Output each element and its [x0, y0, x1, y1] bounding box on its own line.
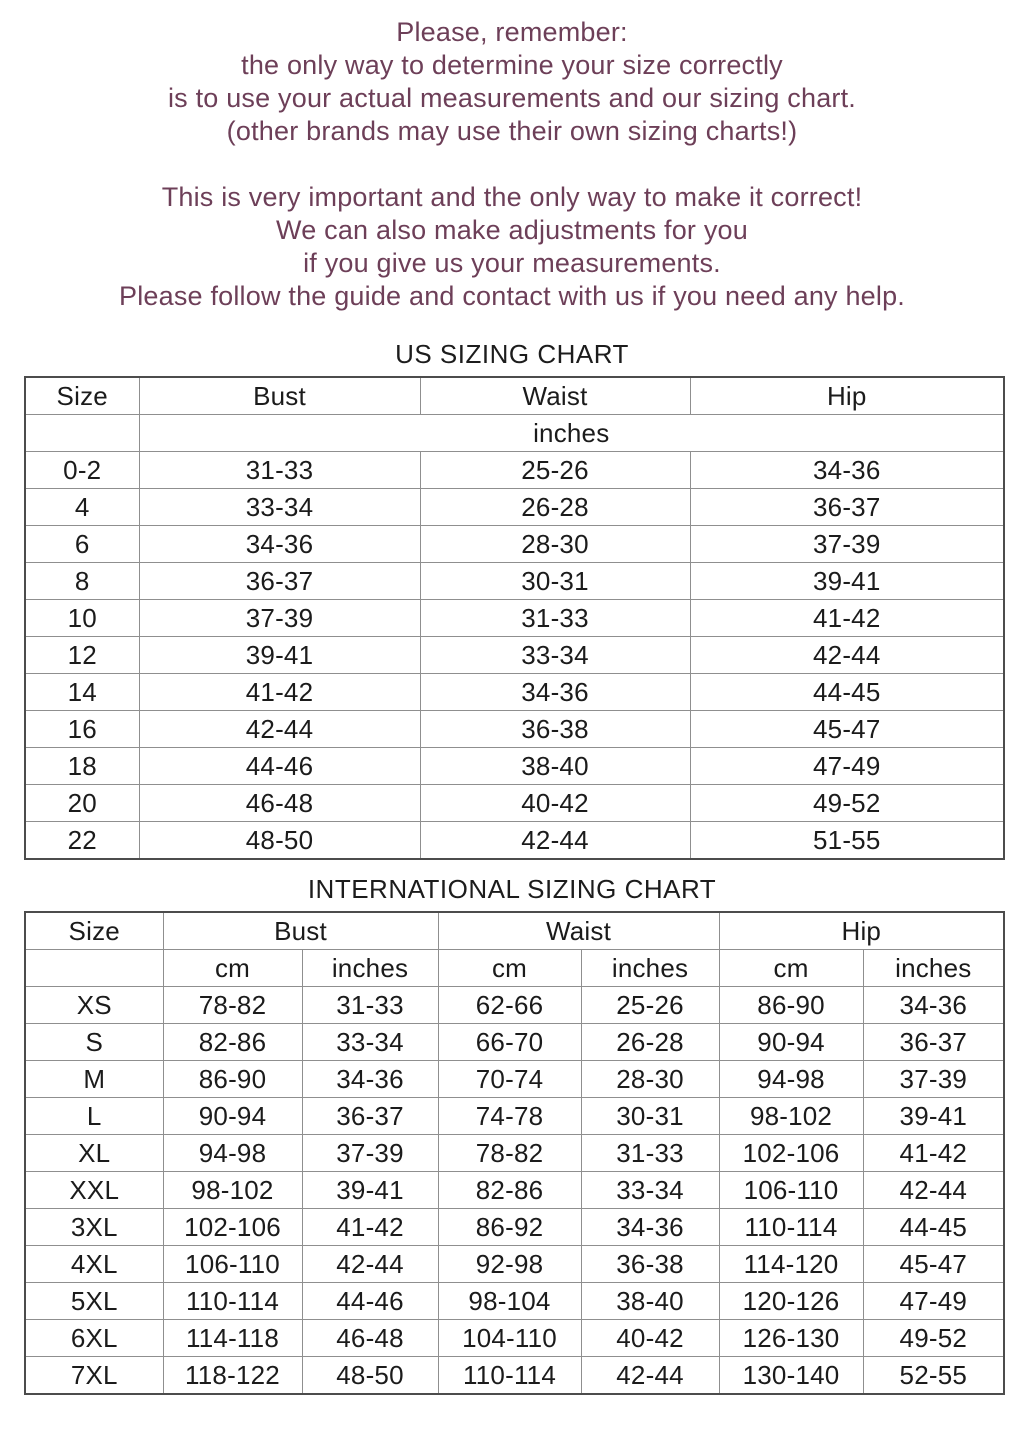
table-cell: 110-114	[438, 1357, 581, 1395]
table-cell: 74-78	[438, 1098, 581, 1135]
table-cell: 126-130	[719, 1320, 863, 1357]
table-cell: 26-28	[420, 489, 690, 526]
table-cell: 120-126	[719, 1283, 863, 1320]
table-cell: 48-50	[139, 822, 420, 860]
table-cell: 44-45	[863, 1209, 1004, 1246]
intl-unit-waist-inches: inches	[581, 950, 719, 987]
intro-paragraph-1	[0, 16, 1024, 148]
table-cell: 106-110	[163, 1246, 302, 1283]
table-cell: 46-48	[302, 1320, 438, 1357]
table-cell: 70-74	[438, 1061, 581, 1098]
table-row	[25, 489, 1004, 526]
table-cell: 62-66	[438, 987, 581, 1024]
table-row	[25, 748, 1004, 785]
table-cell: 34-36	[420, 674, 690, 711]
table-cell: 40-42	[581, 1320, 719, 1357]
table-row	[25, 1024, 1004, 1061]
table-cell: 98-102	[163, 1172, 302, 1209]
us-chart-title: US SIZING CHART	[395, 339, 629, 369]
intro-text	[0, 0, 1024, 313]
table-cell: 66-70	[438, 1024, 581, 1061]
table-cell: 110-114	[163, 1283, 302, 1320]
intl-unit-bust-inches: inches	[302, 950, 438, 987]
intl-unit-empty-cell	[25, 950, 163, 987]
table-cell: 22	[25, 822, 139, 860]
us-header-bust: Bust	[139, 377, 420, 415]
table-cell: 33-34	[139, 489, 420, 526]
table-cell: 118-122	[163, 1357, 302, 1395]
table-cell: 36-38	[581, 1246, 719, 1283]
table-cell: 31-33	[302, 987, 438, 1024]
table-cell: L	[25, 1098, 163, 1135]
table-cell: 39-41	[863, 1098, 1004, 1135]
table-cell: 41-42	[139, 674, 420, 711]
intl-unit-row	[25, 950, 1004, 987]
table-cell: 86-90	[719, 987, 863, 1024]
table-row	[25, 526, 1004, 563]
table-cell: 78-82	[163, 987, 302, 1024]
intl-header-row	[25, 912, 1004, 950]
intro-line: the only way to determine your size correctly	[241, 50, 783, 80]
table-cell: 90-94	[163, 1098, 302, 1135]
us-unit-row	[25, 415, 1004, 452]
table-cell: 46-48	[139, 785, 420, 822]
table-cell: 7XL	[25, 1357, 163, 1395]
table-cell: 42-44	[420, 822, 690, 860]
table-cell: 31-33	[581, 1135, 719, 1172]
table-row	[25, 822, 1004, 860]
table-row	[25, 1135, 1004, 1172]
table-cell: 36-38	[420, 711, 690, 748]
table-cell: 42-44	[302, 1246, 438, 1283]
us-header-size: Size	[25, 377, 139, 415]
table-row	[25, 1172, 1004, 1209]
table-cell: 25-26	[420, 452, 690, 489]
table-cell: 16	[25, 711, 139, 748]
table-cell: M	[25, 1061, 163, 1098]
intro-paragraph-2	[0, 181, 1024, 313]
table-cell: 114-118	[163, 1320, 302, 1357]
table-cell: 37-39	[690, 526, 1004, 563]
us-unit-label: inches	[139, 415, 1004, 452]
table-cell: 130-140	[719, 1357, 863, 1395]
table-cell: 33-34	[420, 637, 690, 674]
table-cell: 82-86	[438, 1172, 581, 1209]
table-cell: 3XL	[25, 1209, 163, 1246]
table-cell: 92-98	[438, 1246, 581, 1283]
table-cell: 0-2	[25, 452, 139, 489]
table-cell: 42-44	[139, 711, 420, 748]
table-row	[25, 1320, 1004, 1357]
table-cell: 31-33	[139, 452, 420, 489]
table-cell: 37-39	[302, 1135, 438, 1172]
table-cell: 44-45	[690, 674, 1004, 711]
table-row	[25, 452, 1004, 489]
table-row	[25, 637, 1004, 674]
table-cell: XL	[25, 1135, 163, 1172]
intl-unit-hip-cm: cm	[719, 950, 863, 987]
table-row	[25, 1283, 1004, 1320]
table-cell: S	[25, 1024, 163, 1061]
table-cell: 36-37	[690, 489, 1004, 526]
intl-unit-waist-cm: cm	[438, 950, 581, 987]
table-cell: 33-34	[302, 1024, 438, 1061]
table-cell: 41-42	[302, 1209, 438, 1246]
table-cell: XXL	[25, 1172, 163, 1209]
intl-chart-title: INTERNATIONAL SIZING CHART	[307, 874, 717, 904]
table-cell: 14	[25, 674, 139, 711]
table-cell: 40-42	[420, 785, 690, 822]
table-cell: 98-104	[438, 1283, 581, 1320]
table-cell: 6XL	[25, 1320, 163, 1357]
table-cell: 30-31	[581, 1098, 719, 1135]
table-cell: 34-36	[863, 987, 1004, 1024]
table-cell: 51-55	[690, 822, 1004, 860]
table-cell: 25-26	[581, 987, 719, 1024]
us-sizing-table	[24, 376, 1005, 860]
table-cell: 34-36	[690, 452, 1004, 489]
table-cell: 4XL	[25, 1246, 163, 1283]
intl-sizing-table	[24, 911, 1005, 1395]
us-table-body	[25, 452, 1004, 860]
table-cell: 4	[25, 489, 139, 526]
table-cell: 5XL	[25, 1283, 163, 1320]
intl-header-hip: Hip	[719, 912, 1004, 950]
table-cell: 6	[25, 526, 139, 563]
table-cell: 41-42	[863, 1135, 1004, 1172]
table-cell: 42-44	[581, 1357, 719, 1395]
table-cell: 42-44	[690, 637, 1004, 674]
intro-line: We can also make adjustments for you	[276, 215, 748, 245]
table-cell: 47-49	[863, 1283, 1004, 1320]
table-cell: 47-49	[690, 748, 1004, 785]
table-cell: 39-41	[139, 637, 420, 674]
intl-table-header	[25, 912, 1004, 987]
table-cell: 28-30	[581, 1061, 719, 1098]
intl-table-body	[25, 987, 1004, 1395]
table-cell: 34-36	[139, 526, 420, 563]
table-cell: 38-40	[581, 1283, 719, 1320]
table-row	[25, 1357, 1004, 1395]
table-cell: 114-120	[719, 1246, 863, 1283]
table-cell: 82-86	[163, 1024, 302, 1061]
us-header-row	[25, 377, 1004, 415]
table-row	[25, 600, 1004, 637]
table-cell: 104-110	[438, 1320, 581, 1357]
table-cell: 10	[25, 600, 139, 637]
intl-unit-bust-cm: cm	[163, 950, 302, 987]
table-cell: 33-34	[581, 1172, 719, 1209]
table-cell: 49-52	[690, 785, 1004, 822]
table-cell: 44-46	[302, 1283, 438, 1320]
table-cell: 20	[25, 785, 139, 822]
table-row	[25, 1061, 1004, 1098]
table-cell: 28-30	[420, 526, 690, 563]
intl-header-bust: Bust	[163, 912, 438, 950]
intl-header-size: Size	[25, 912, 163, 950]
table-cell: 36-37	[139, 563, 420, 600]
table-cell: 39-41	[690, 563, 1004, 600]
table-cell: 38-40	[420, 748, 690, 785]
table-row	[25, 711, 1004, 748]
intro-line: Please follow the guide and contact with us if you need any help.	[118, 281, 905, 311]
table-row	[25, 674, 1004, 711]
table-cell: 86-92	[438, 1209, 581, 1246]
us-header-hip: Hip	[690, 377, 1004, 415]
table-cell: 102-106	[163, 1209, 302, 1246]
table-cell: 12	[25, 637, 139, 674]
intl-header-waist: Waist	[438, 912, 719, 950]
intro-line: is to use your actual measurements and our sizing chart.	[167, 83, 857, 113]
table-cell: 39-41	[302, 1172, 438, 1209]
intro-line: Please, remember:	[396, 17, 628, 47]
table-cell: 48-50	[302, 1357, 438, 1395]
table-cell: 78-82	[438, 1135, 581, 1172]
table-row	[25, 1246, 1004, 1283]
intro-line: if you give us your measurements.	[303, 248, 721, 278]
table-row	[25, 1209, 1004, 1246]
table-cell: 37-39	[139, 600, 420, 637]
table-row	[25, 785, 1004, 822]
table-cell: 45-47	[690, 711, 1004, 748]
table-cell: 36-37	[863, 1024, 1004, 1061]
table-cell: 34-36	[302, 1061, 438, 1098]
table-cell: 37-39	[863, 1061, 1004, 1098]
table-cell: 31-33	[420, 600, 690, 637]
table-cell: 110-114	[719, 1209, 863, 1246]
us-table-header	[25, 377, 1004, 452]
table-cell: 52-55	[863, 1357, 1004, 1395]
table-cell: 90-94	[719, 1024, 863, 1061]
table-row	[25, 563, 1004, 600]
table-cell: 18	[25, 748, 139, 785]
table-cell: 30-31	[420, 563, 690, 600]
table-row	[25, 987, 1004, 1024]
table-cell: 102-106	[719, 1135, 863, 1172]
table-row	[25, 1098, 1004, 1135]
table-cell: XS	[25, 987, 163, 1024]
intro-line: (other brands may use their own sizing charts!)	[226, 116, 798, 146]
table-cell: 45-47	[863, 1246, 1004, 1283]
table-cell: 94-98	[719, 1061, 863, 1098]
table-cell: 34-36	[581, 1209, 719, 1246]
table-cell: 98-102	[719, 1098, 863, 1135]
table-cell: 49-52	[863, 1320, 1004, 1357]
table-cell: 86-90	[163, 1061, 302, 1098]
table-cell: 94-98	[163, 1135, 302, 1172]
table-cell: 26-28	[581, 1024, 719, 1061]
table-cell: 106-110	[719, 1172, 863, 1209]
table-cell: 41-42	[690, 600, 1004, 637]
us-unit-empty-cell	[25, 415, 139, 452]
us-header-waist: Waist	[420, 377, 690, 415]
table-cell: 44-46	[139, 748, 420, 785]
intl-unit-hip-inches: inches	[863, 950, 1004, 987]
intro-line: This is very important and the only way to make it correct!	[161, 182, 863, 212]
table-cell: 36-37	[302, 1098, 438, 1135]
table-cell: 42-44	[863, 1172, 1004, 1209]
table-cell: 8	[25, 563, 139, 600]
